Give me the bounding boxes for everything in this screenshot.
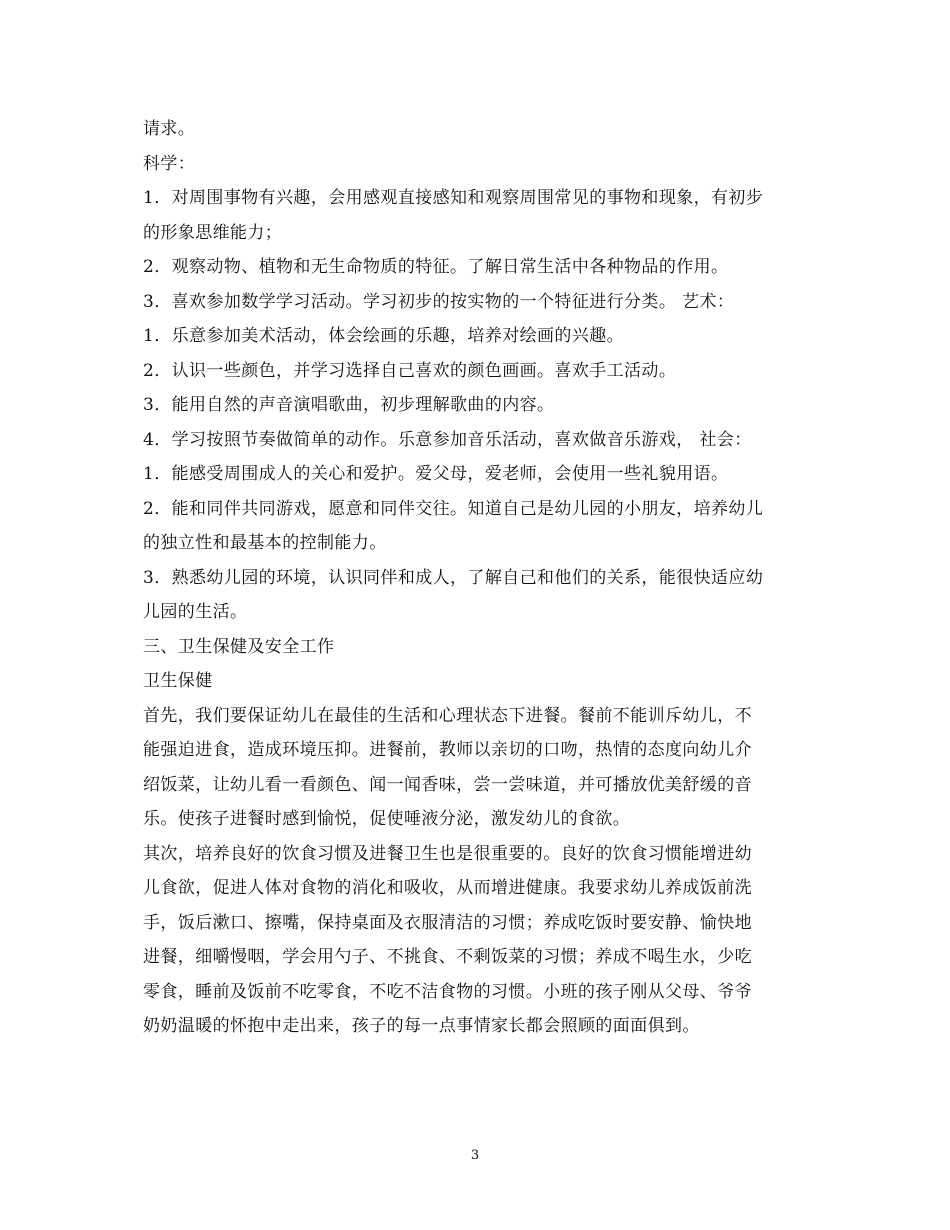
text-line: 2．观察动物、植物和无生命物质的特征。了解日常生活中各种物品的作用。 <box>143 257 729 277</box>
paragraph-line: 首先，我们要保证幼儿在最佳的生活和心理状态下进餐。餐前不能训斥幼儿，不 <box>143 705 752 726</box>
text-line: 2．能和同伴共同游戏，愿意和同伴交往。知道自己是幼儿园的小朋友，培养幼儿 <box>143 498 764 519</box>
section-heading-health-safety: 三、卫生保健及安全工作 <box>143 636 335 657</box>
text-line: 2．认识一些颜色，并学习选择自己喜欢的颜色画画。喜欢手工活动。 <box>143 360 677 381</box>
text-line: 1．乐意参加美术活动，体会绘画的乐趣，培养对绘画的兴趣。 <box>143 326 625 346</box>
paragraph-line: 乐。使孩子进餐时感到愉悦，促使唾液分泌，激发幼儿的食欲。 <box>143 809 631 829</box>
section-heading-science: 科学： <box>143 153 196 174</box>
text-line: 儿园的生活。 <box>143 602 248 622</box>
text-line: 请求。 <box>143 119 196 139</box>
page-number: 3 <box>470 1148 480 1163</box>
text-line: 1．对周围事物有兴趣，会用感观直接感知和观察周围常见的事物和现象，有初步 <box>143 188 764 208</box>
paragraph-line: 绍饭菜，让幼儿看一看颜色、闻一闻香味，尝一尝味道，并可播放优美舒缓的音 <box>143 774 752 795</box>
text-line: 3．喜欢参加数学学习活动。学习初步的按实物的一个特征进行分类。 艺术： <box>143 291 735 312</box>
text-line: 3．熟悉幼儿园的环境，认识同伴和成人，了解自己和他们的关系，能很快适应幼 <box>143 567 764 588</box>
text-line: 3．能用自然的声音演唱歌曲，初步理解歌曲的内容。 <box>143 395 555 415</box>
paragraph-line: 能强迫进食，造成环境压抑。进餐前，教师以亲切的口吻，热情的态度向幼儿介 <box>143 740 752 760</box>
subsection-heading-health-care: 卫生保健 <box>143 671 213 691</box>
paragraph-line: 零食，睡前及饭前不吃零食，不吃不洁食物的习惯。小班的孩子刚从父母、爷爷 <box>143 981 752 1002</box>
document-body <box>143 112 823 1044</box>
text-line: 1．能感受周围成人的关心和爱护。爱父母，爱老师，会使用一些礼貌用语。 <box>143 464 729 484</box>
text-line: 4．学习按照节奏做简单的动作。乐意参加音乐活动，喜欢做音乐游戏， 社会： <box>143 429 752 450</box>
paragraph-line: 奶奶温暖的怀抱中走出来，孩子的每一点事情家长都会照顾的面面俱到。 <box>143 1016 700 1036</box>
paragraph-line: 进餐，细嚼慢咽，学会用勺子、不挑食、不剩饭菜的习惯；养成不喝生水，少吃 <box>143 947 752 967</box>
paragraph-line: 其次，培养良好的饮食习惯及进餐卫生也是很重要的。良好的饮食习惯能增进幼 <box>143 843 752 864</box>
text-line: 的独立性和最基本的控制能力。 <box>143 533 387 553</box>
paragraph-line: 儿食欲，促进人体对食物的消化和吸收，从而增进健康。我要求幼儿养成饭前洗 <box>143 878 752 898</box>
text-line: 的形象思维能力； <box>143 222 283 243</box>
paragraph-line: 手，饭后漱口、擦嘴，保持桌面及衣服清洁的习惯；养成吃饭时要安静、愉快地 <box>143 912 752 933</box>
